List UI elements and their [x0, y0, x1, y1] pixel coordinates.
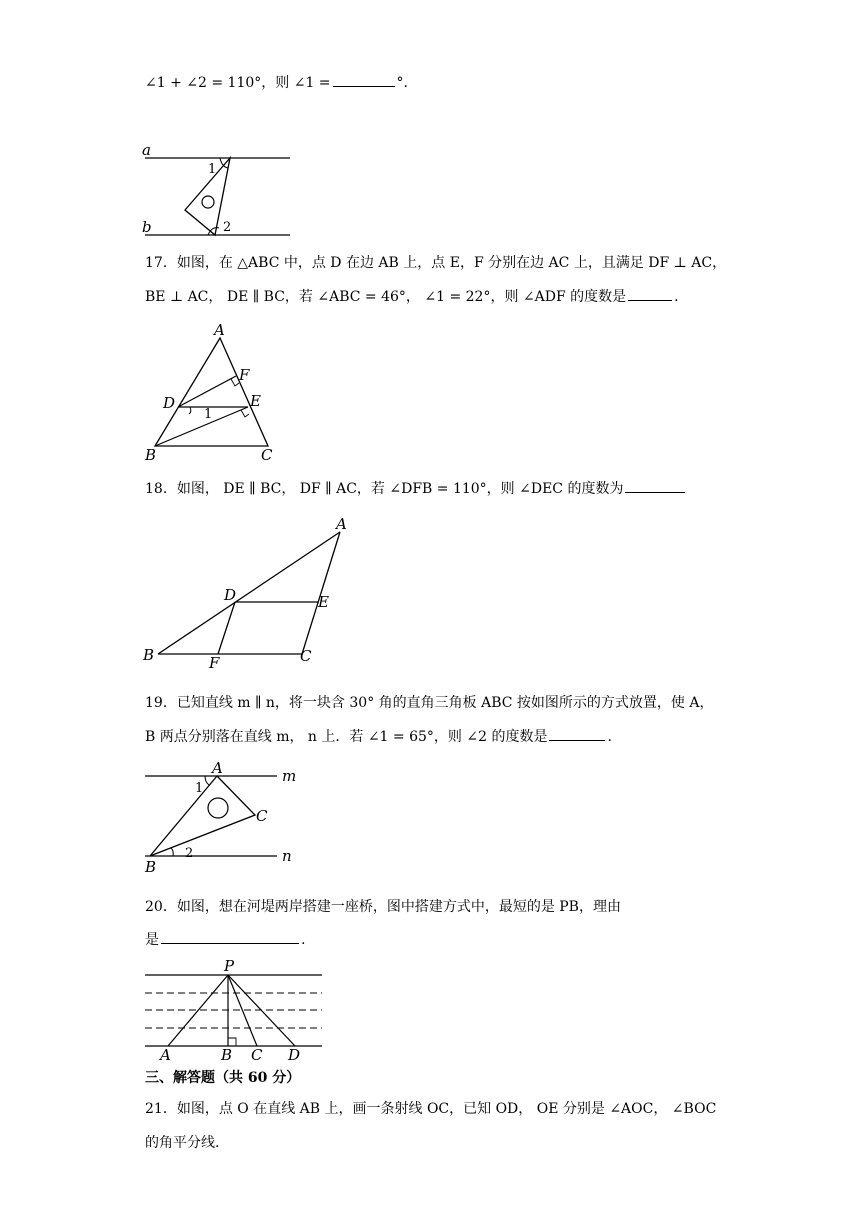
q20-line2-text: 是: [145, 932, 159, 948]
q17-line2-text: BE ⊥ AC， DE ∥ BC，若 ∠ABC = 46°， ∠1 = 22°，则 ∠ADF 的度数是: [145, 289, 627, 305]
q18-figure: [140, 512, 360, 672]
q20-segment-pa: [168, 975, 228, 1046]
q17-segment-be: [155, 407, 248, 446]
q20-label-a: A: [160, 1046, 171, 1064]
q20-segment-pc: [228, 975, 257, 1046]
q19-answer-blank[interactable]: [549, 726, 605, 741]
q17-label-e: E: [250, 392, 261, 410]
q21-line2: 的角平分线.: [145, 1135, 220, 1151]
q19-ruler-hole: [208, 798, 228, 818]
q20-right-angle-b: [228, 1038, 236, 1046]
q20-label-d: D: [288, 1046, 301, 1064]
q16-angle-1-arc: [220, 158, 228, 168]
q17-right-angle-f: [231, 379, 239, 386]
q17-figure: [140, 318, 290, 463]
section3-heading: 三、解答题（共 60 分）: [145, 1070, 301, 1086]
q17-label-f: F: [239, 366, 250, 384]
q20-answer-blank[interactable]: [161, 929, 299, 944]
q17-angle-1-arc: [189, 407, 191, 414]
q16-label-2: 2: [223, 220, 232, 235]
q18-label-d: D: [224, 586, 237, 604]
q20-label-b: B: [221, 1046, 233, 1064]
q19-label-c: C: [256, 807, 268, 825]
q18-line1-text: 18．如图， DE ∥ BC， DF ∥ AC，若 ∠DFB = 110°，则 ∠DEC 的度数为: [145, 481, 624, 497]
q17-label-c: C: [261, 446, 273, 464]
q16-text-a: ∠1 + ∠2 = 110°，则 ∠1 =: [145, 75, 331, 91]
q16-text-b: °．: [396, 75, 418, 91]
q17-line1: 17．如图，在 △ABC 中，点 D 在边 AB 上，点 E，F 分别在边 AC 上，且满足 DF ⊥ AC，: [145, 255, 727, 271]
q19-angle-1-arc: [205, 776, 209, 785]
q19-line1: 19．已知直线 m ∥ n，将一块含 30° 角的直角三角板 ABC 按如图所示的方式放置，使 A，: [145, 695, 714, 711]
q20-label-c: C: [251, 1046, 263, 1064]
q17-label-a: A: [214, 321, 225, 339]
q18-label-e: E: [318, 593, 329, 611]
q18-answer-blank[interactable]: [625, 478, 685, 493]
q20-line2-end: .: [301, 932, 306, 948]
q19-line2-end: .: [607, 729, 612, 745]
q19-label-2: 2: [185, 846, 194, 861]
q20-line2: [145, 929, 305, 950]
q18-label-b: B: [143, 646, 155, 664]
q18-line1: [145, 478, 687, 499]
q17-label-d: D: [163, 394, 176, 412]
q19-line2-text: B 两点分别落在直线 m， n 上．若 ∠1 = 65°，则 ∠2 的度数是: [145, 729, 548, 745]
q19-label-1: 1: [195, 781, 204, 796]
q17-label-b: B: [145, 446, 157, 464]
q19-angle-2-arc: [171, 848, 173, 856]
q17-right-angle-e: [241, 410, 249, 417]
q18-segment-df: [218, 602, 235, 654]
q19-label-n: n: [282, 847, 292, 865]
q16-figure: [140, 140, 300, 240]
q16-answer-blank[interactable]: [333, 72, 395, 87]
q18-label-a: A: [336, 515, 347, 533]
q18-label-c: C: [300, 647, 312, 665]
q16-label-1: 1: [208, 162, 217, 177]
q19-figure: [140, 760, 310, 880]
q16-ruler-hole: [202, 196, 214, 208]
q19-label-m: m: [282, 767, 297, 785]
q19-line2: [145, 726, 612, 747]
q19-label-b: B: [145, 858, 157, 876]
q16-text: [145, 72, 418, 93]
q16-label-a: a: [142, 141, 151, 159]
q17-segment-df: [178, 376, 236, 407]
q20-figure: [140, 958, 330, 1063]
q17-answer-blank[interactable]: [628, 286, 672, 301]
q20-line1: 20．如图，想在河堤两岸搭建一座桥，图中搭建方式中，最短的是 PB，理由: [145, 899, 621, 915]
q17-line2-end: .: [674, 289, 679, 305]
q21-line1: 21．如图，点 O 在直线 AB 上，画一条射线 OC，已知 OD， OE 分别是 ∠AOC， ∠BOC: [145, 1101, 717, 1117]
q18-segment-ba: [158, 532, 340, 654]
q16-label-b: b: [142, 218, 152, 236]
q18-label-f: F: [209, 654, 220, 672]
q17-label-1: 1: [204, 407, 213, 422]
q17-line2: [145, 286, 679, 307]
q19-label-a: A: [212, 759, 223, 777]
q20-label-p: P: [224, 957, 235, 975]
